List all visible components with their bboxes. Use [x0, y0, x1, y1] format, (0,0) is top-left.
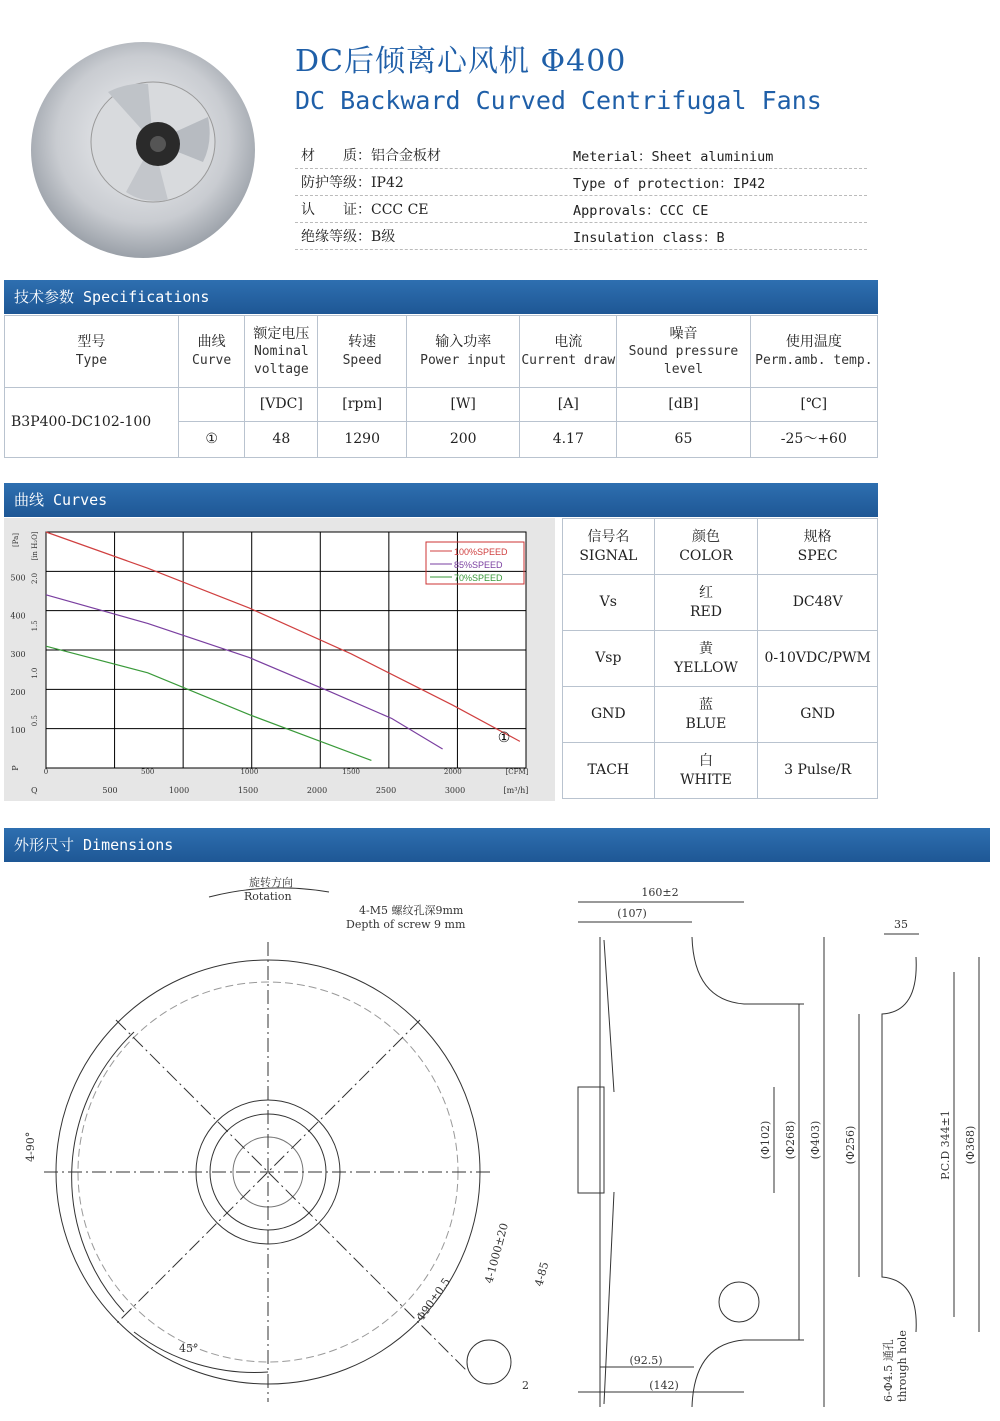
width-160-label: 160±2: [641, 886, 679, 899]
col-type: [5, 316, 179, 388]
pcd-label: P.C.D 344±1: [939, 1110, 952, 1180]
header-en: Type: [75, 353, 108, 369]
unit-cell: [rpm]: [318, 388, 407, 422]
header-cn: 信号名: [587, 528, 630, 545]
signal-name: Vs: [563, 575, 655, 631]
centerline-d1: [116, 1020, 466, 1370]
y2-tick-label: 0.5: [31, 715, 39, 727]
signal-name: GND: [563, 687, 655, 743]
y-tick-label: 300: [10, 649, 26, 659]
color-header: [654, 519, 758, 575]
dimension-drawings: [4, 862, 990, 1412]
unit-cell: [℃]: [750, 388, 877, 422]
header-en: Speed: [342, 353, 382, 369]
title-english: DC Backward Curved Centrifugal Fans: [295, 86, 822, 115]
shaft-diameter-label: Φ90±0.5: [413, 1275, 453, 1324]
property-en: Type of protection：IP42: [573, 176, 766, 192]
value-cell: 200: [407, 422, 520, 458]
header-en: Nominal voltage: [253, 344, 309, 377]
dia-256-label: (Φ256): [844, 1125, 857, 1165]
header-cn: 使用温度: [785, 334, 842, 351]
width-107-label: (107): [617, 907, 647, 920]
specs-section-bar: 技术参数 Specifications: [4, 280, 878, 314]
screw-label-cn: 4-M5 螺纹孔深9mm: [359, 904, 464, 917]
x2-axis-label: [m³/h]: [503, 786, 529, 795]
color-en: RED: [689, 603, 722, 620]
x2-tick-label: 3000: [444, 786, 466, 795]
col-power: [407, 316, 520, 388]
property-row: [295, 142, 867, 169]
detail-circle-side: [719, 1282, 759, 1322]
wire-color: [654, 575, 758, 631]
y-tick-label: 500: [10, 573, 26, 583]
property-row: [295, 223, 867, 250]
header-cn: 电流: [554, 334, 583, 351]
x-tick-label: 500: [141, 768, 155, 776]
property-cn: 认 证：CCC CE: [301, 202, 429, 218]
color-en: YELLOW: [673, 659, 738, 676]
properties-list: [295, 142, 867, 250]
curves-section-bar: 曲线 Curves: [4, 483, 878, 517]
col-speed: [318, 316, 407, 388]
screw-label-en: Depth of screw 9 mm: [346, 918, 466, 931]
cable-strip-label: 4-85: [532, 1260, 552, 1288]
spec-header: [758, 519, 878, 575]
signal-row: [563, 631, 878, 687]
signal-spec: DC48V: [758, 575, 878, 631]
value-cell: -25～+60: [750, 422, 877, 458]
side-view-labels: [522, 886, 822, 1392]
x-tick-label: 0: [43, 768, 49, 776]
title-chinese: DC后倾离心风机 Φ400: [295, 44, 627, 79]
color-cn: 蓝: [698, 696, 713, 713]
spec-table: [4, 315, 878, 458]
color-cn: 黄: [698, 640, 713, 657]
fan-product-photo: [18, 22, 258, 262]
unit-cell: [178, 388, 245, 422]
cable-length-label: 4-1000±20: [482, 1221, 511, 1285]
value-cell: 65: [617, 422, 750, 458]
property-en: Meterial：Sheet aluminium: [573, 149, 774, 165]
color-cn: 白: [698, 752, 713, 769]
signal-spec: GND: [758, 687, 878, 743]
q-label: Q: [31, 786, 38, 795]
property-cn: 材 质：铝合金板材: [301, 148, 441, 164]
blade-edge: [604, 940, 614, 1404]
y-tick-label: 400: [10, 611, 26, 621]
header-cn: 输入功率: [435, 334, 492, 351]
signal-spec: 3 Pulse/R: [758, 743, 878, 799]
header-cn: 曲线: [197, 334, 226, 351]
angle-90-label: 4-90°: [24, 1131, 37, 1162]
dimensions-section-bar: 外形尺寸 Dimensions: [4, 828, 990, 862]
color-en: WHITE: [680, 771, 732, 788]
value-cell: ①: [178, 422, 245, 458]
dia-368-label: (Φ368): [964, 1125, 977, 1165]
legend-label: 100%SPEED: [454, 547, 508, 557]
legend-label: 85%SPEED: [454, 560, 503, 570]
header-en: SPEC: [797, 547, 838, 564]
signal-header-row: [563, 519, 878, 575]
unit-cell: [VDC]: [245, 388, 318, 422]
y2-tick-label: 1.5: [31, 620, 39, 632]
dia-268-label: (Φ268): [784, 1120, 797, 1160]
col-voltage: [245, 316, 318, 388]
wire-color: [654, 631, 758, 687]
model-name: B3P400-DC102-100: [5, 388, 179, 458]
header-en: Curve: [192, 353, 232, 369]
header-cn: 噪音: [669, 325, 698, 342]
header-en: Perm.amb. temp.: [755, 353, 873, 369]
x-axis-label: [CFM]: [505, 768, 529, 776]
property-cn: 绝缘等级：B级: [301, 229, 396, 245]
angle-arc-45: [134, 1332, 268, 1372]
y-tick-label: 100: [10, 725, 26, 735]
property-cn: 防护等级：IP42: [301, 175, 404, 191]
value-cell: 48: [245, 422, 318, 458]
wire-color: [654, 687, 758, 743]
dia-403-label: (Φ403): [809, 1120, 822, 1160]
rotation-label-en: Rotation: [244, 890, 292, 903]
legend-label: 70%SPEED: [454, 573, 503, 583]
signal-row: [563, 743, 878, 799]
y2-tick-label: 2.0: [31, 572, 39, 585]
y-axis-label: [Pa]: [12, 532, 20, 548]
value-cell: 1290: [318, 422, 407, 458]
x2-tick-label: 1000: [168, 786, 190, 795]
header-cn: 规格: [803, 528, 832, 545]
property-en: Approvals：CCC CE: [573, 203, 709, 219]
rotation-label-cn: 旋转方向: [249, 876, 293, 889]
header-cn: 型号: [77, 334, 106, 351]
curve-marker: ①: [497, 730, 511, 746]
header-cn: 转速: [348, 334, 377, 351]
dia-102-label: (Φ102): [759, 1120, 772, 1160]
signal-row: [563, 575, 878, 631]
x-tick-label: 1000: [240, 768, 259, 776]
property-en: Insulation class：B: [573, 230, 725, 246]
property-row: [295, 196, 867, 223]
hole-label-cn: 6-Φ4.5 通孔: [882, 1339, 895, 1402]
color-cn: 红: [698, 584, 713, 601]
front-view: [44, 888, 492, 1402]
unit-cell: [A]: [520, 388, 617, 422]
x2-tick-label: 2500: [375, 786, 397, 795]
angle-45-label: 45°: [179, 1342, 199, 1355]
x2-tick-label: 1500: [237, 786, 259, 795]
signal-name: TACH: [563, 743, 655, 799]
col-curve: [178, 316, 245, 388]
signal-row: [563, 687, 878, 743]
signal-header: [563, 519, 655, 575]
x-tick-label: 1500: [342, 768, 360, 776]
width-35-label: 35: [894, 918, 908, 931]
hole-label-en: through hole: [896, 1330, 909, 1402]
header-cn: 颜色: [691, 528, 720, 545]
curves-chart-panel: [4, 518, 555, 801]
col-current: [520, 316, 617, 388]
x2-tick-label: 2000: [306, 786, 328, 795]
signal-spec: 0-10VDC/PWM: [758, 631, 878, 687]
thickness-label: 2: [522, 1379, 529, 1392]
signal-name: Vsp: [563, 631, 655, 687]
header-cn: 额定电压: [253, 325, 310, 342]
p-label: P: [11, 765, 20, 771]
col-temp: [750, 316, 877, 388]
width-142-label: (142): [649, 1379, 679, 1392]
header-en: COLOR: [679, 547, 733, 564]
value-cell: 4.17: [520, 422, 617, 458]
col-sound: [617, 316, 750, 388]
property-row: [295, 169, 867, 196]
y2-axis-label: [in H₂O]: [31, 531, 39, 561]
detail-circle: [467, 1340, 511, 1384]
spec-units-row: [5, 388, 878, 422]
unit-cell: [dB]: [617, 388, 750, 422]
y2-tick-label: 1.0: [31, 667, 39, 679]
header-en: Power input: [420, 353, 507, 369]
wire-color: [654, 743, 758, 799]
y-tick-label: 200: [10, 687, 26, 697]
color-en: BLUE: [685, 715, 727, 732]
x-tick-label: 2000: [443, 768, 462, 776]
header-en: SIGNAL: [579, 547, 638, 564]
inlet-ring-profile: [882, 957, 916, 1332]
x2-tick-label: 500: [102, 786, 118, 795]
unit-cell: [W]: [407, 388, 520, 422]
ring-view-labels: [844, 918, 977, 1402]
curves-chart: [4, 518, 555, 801]
ring-view: [859, 934, 979, 1332]
width-92-label: (92.5): [629, 1354, 663, 1367]
spec-header-row: [5, 316, 878, 388]
impeller-profile: [600, 937, 804, 1407]
signal-table: [562, 518, 878, 799]
header-en: Sound pressure level: [628, 344, 739, 377]
header-en: Current draw: [521, 353, 616, 369]
